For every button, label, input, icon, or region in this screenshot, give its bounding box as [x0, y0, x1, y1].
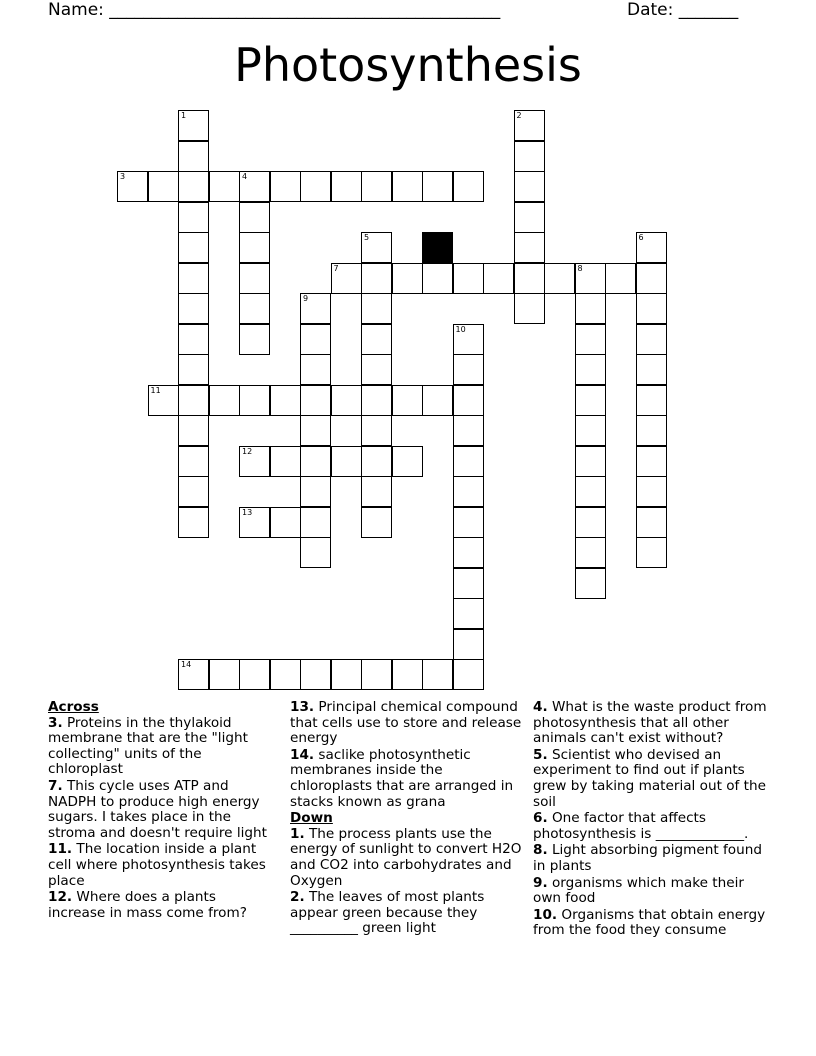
grid-cell[interactable]: [117, 171, 148, 202]
grid-cell[interactable]: [300, 324, 331, 355]
grid-cell[interactable]: [361, 446, 392, 477]
grid-cell[interactable]: [331, 263, 362, 294]
clue-number: 5: [364, 233, 370, 242]
grid-cell[interactable]: [178, 385, 209, 416]
grid-cell[interactable]: [178, 293, 209, 324]
grid-cell[interactable]: [270, 385, 301, 416]
grid-cell[interactable]: [605, 263, 636, 294]
grid-cell[interactable]: [239, 507, 270, 538]
down-clue-6: 6. One factor that affects photosynthesis is _____________.: [533, 810, 749, 842]
grid-cell[interactable]: [178, 659, 209, 690]
grid-cell[interactable]: [453, 476, 484, 507]
grid-cell[interactable]: [636, 507, 667, 538]
grid-cell[interactable]: [636, 293, 667, 324]
clue-number: 2: [516, 111, 522, 120]
clues-column-2: [290, 700, 522, 938]
grid-cell[interactable]: [178, 202, 209, 233]
across-clue-7: 7. This cycle uses ATP and NADPH to produce high energy sugars. I takes place in the stroma and doesn't require light: [48, 777, 267, 841]
grid-cell[interactable]: [636, 415, 667, 446]
date-field-label: Date: _______: [627, 0, 739, 20]
grid-cell[interactable]: [422, 385, 453, 416]
grid-cell[interactable]: [239, 659, 270, 690]
grid-cell[interactable]: [453, 568, 484, 599]
grid-cell[interactable]: [178, 476, 209, 507]
grid-cell[interactable]: [209, 171, 240, 202]
grid-cell[interactable]: [148, 385, 179, 416]
grid-cell[interactable]: [270, 507, 301, 538]
grid-cell[interactable]: [392, 263, 423, 294]
down-clue-1: 1. The process plants use the energy of sunlight to convert H2O and CO2 into carbohydrates and Oxygen: [290, 825, 522, 889]
grid-cell[interactable]: [300, 293, 331, 324]
grid-cell[interactable]: [178, 446, 209, 477]
grid-cell[interactable]: [331, 385, 362, 416]
down-clue-4: 4. What is the waste product from photosynthesis that all other animals can't exist without?: [533, 699, 767, 747]
grid-cell[interactable]: [270, 446, 301, 477]
grid-cell[interactable]: [575, 385, 606, 416]
grid-cell[interactable]: [300, 354, 331, 385]
grid-cell[interactable]: [575, 293, 606, 324]
across-clue-11: 11. The location inside a plant cell where photosynthesis takes place: [48, 841, 266, 889]
down-clue-2: 2. The leaves of most plants appear green because they __________ green light: [290, 889, 485, 937]
grid-cell[interactable]: [361, 659, 392, 690]
grid-cell[interactable]: [361, 232, 392, 263]
grid-cell[interactable]: [422, 263, 453, 294]
across-clue-13: 13. Principal chemical compound that cells use to store and release energy: [290, 699, 522, 747]
grid-cell[interactable]: [300, 415, 331, 446]
grid-cell[interactable]: [361, 507, 392, 538]
grid-cell[interactable]: [453, 324, 484, 355]
clues-column-3: [533, 700, 773, 940]
grid-cell[interactable]: [636, 354, 667, 385]
grid-cell[interactable]: [575, 507, 606, 538]
grid-cell[interactable]: [575, 537, 606, 568]
grid-block: [422, 232, 453, 263]
clue-number: 4: [242, 172, 248, 181]
grid-cell[interactable]: [544, 263, 575, 294]
grid-cell[interactable]: [239, 324, 270, 355]
grid-cell[interactable]: [331, 446, 362, 477]
clue-number: 1: [181, 111, 187, 120]
down-clue-5: 5. Scientist who devised an experiment to find out if plants grew by taking material out of the soil: [533, 746, 766, 810]
grid-cell[interactable]: [453, 263, 484, 294]
grid-cell[interactable]: [361, 263, 392, 294]
grid-cell[interactable]: [300, 659, 331, 690]
grid-cell[interactable]: [575, 476, 606, 507]
grid-cell[interactable]: [636, 385, 667, 416]
grid-cell[interactable]: [209, 385, 240, 416]
grid-cell[interactable]: [331, 171, 362, 202]
grid-cell[interactable]: [300, 537, 331, 568]
grid-cell[interactable]: [453, 385, 484, 416]
grid-cell[interactable]: [209, 659, 240, 690]
down-heading: Down: [290, 810, 333, 827]
grid-cell[interactable]: [178, 263, 209, 294]
grid-cell[interactable]: [514, 110, 545, 141]
grid-cell[interactable]: [453, 629, 484, 660]
grid-cell[interactable]: [575, 415, 606, 446]
grid-cell[interactable]: [300, 385, 331, 416]
grid-cell[interactable]: [392, 385, 423, 416]
clue-number: 12: [242, 446, 253, 456]
grid-cell[interactable]: [636, 537, 667, 568]
grid-cell[interactable]: [392, 446, 423, 477]
grid-cell[interactable]: [453, 537, 484, 568]
grid-cell[interactable]: [575, 446, 606, 477]
clue-number: 8: [577, 263, 583, 273]
down-clue-8: 8. Light absorbing pigment found in plants: [533, 842, 762, 874]
grid-cell[interactable]: [178, 171, 209, 202]
grid-cell[interactable]: [483, 263, 514, 294]
clue-number: 3: [120, 172, 126, 181]
grid-cell[interactable]: [300, 446, 331, 477]
grid-cell[interactable]: [636, 446, 667, 477]
grid-cell[interactable]: [453, 598, 484, 629]
grid-cell[interactable]: [361, 171, 392, 202]
grid-cell[interactable]: [575, 354, 606, 385]
grid-cell[interactable]: [300, 507, 331, 538]
clue-number: 6: [638, 233, 644, 242]
grid-cell[interactable]: [636, 476, 667, 507]
clue-number: 9: [303, 294, 309, 303]
grid-cell[interactable]: [636, 232, 667, 263]
grid-cell[interactable]: [392, 659, 423, 690]
clue-number: 14: [181, 660, 192, 669]
grid-cell[interactable]: [514, 141, 545, 172]
grid-cell[interactable]: [575, 324, 606, 355]
clue-number: 13: [242, 507, 253, 517]
grid-cell[interactable]: [636, 324, 667, 355]
clue-number: 11: [150, 385, 161, 395]
grid-cell[interactable]: [514, 232, 545, 263]
grid-cell[interactable]: [453, 659, 484, 690]
grid-cell[interactable]: [300, 171, 331, 202]
grid-cell[interactable]: [575, 568, 606, 599]
grid-cell[interactable]: [178, 415, 209, 446]
grid-cell[interactable]: [178, 232, 209, 263]
grid-cell[interactable]: [361, 415, 392, 446]
grid-cell[interactable]: [422, 659, 453, 690]
grid-cell[interactable]: [148, 171, 179, 202]
grid-cell[interactable]: [300, 476, 331, 507]
grid-cell[interactable]: [514, 202, 545, 233]
grid-cell[interactable]: [239, 385, 270, 416]
grid-cell[interactable]: [453, 171, 484, 202]
clue-number: 7: [333, 263, 339, 273]
grid-cell[interactable]: [270, 171, 301, 202]
grid-cell[interactable]: [239, 263, 270, 294]
grid-cell[interactable]: [361, 354, 392, 385]
grid-cell[interactable]: [361, 476, 392, 507]
grid-cell[interactable]: [453, 354, 484, 385]
clues-column-1: [48, 700, 276, 922]
page-title: Photosynthesis: [234, 38, 582, 92]
grid-cell[interactable]: [361, 385, 392, 416]
grid-cell[interactable]: [514, 171, 545, 202]
across-clue-12: 12. Where does a plants increase in mass come from?: [48, 889, 247, 921]
grid-cell[interactable]: [392, 171, 423, 202]
grid-cell[interactable]: [453, 507, 484, 538]
grid-cell[interactable]: [361, 324, 392, 355]
grid-cell[interactable]: [239, 293, 270, 324]
grid-cell[interactable]: [178, 507, 209, 538]
grid-cell[interactable]: [331, 659, 362, 690]
grid-cell[interactable]: [514, 263, 545, 294]
clue-number: 10: [455, 324, 466, 334]
grid-cell[interactable]: [453, 415, 484, 446]
across-clue-14: 14. saclike photosynthetic membranes inside the chloroplasts that are arranged in stacks known as grana: [290, 746, 514, 810]
grid-cell[interactable]: [239, 171, 270, 202]
grid-cell[interactable]: [178, 141, 209, 172]
grid-cell[interactable]: [514, 293, 545, 324]
grid-cell[interactable]: [636, 263, 667, 294]
grid-cell[interactable]: [270, 659, 301, 690]
across-heading: Across: [48, 699, 99, 715]
down-clue-9: 9. organisms which make their own food: [533, 874, 744, 907]
name-field-label: Name: ______________________________________________: [48, 0, 501, 20]
grid-cell[interactable]: [178, 324, 209, 355]
grid-cell[interactable]: [178, 110, 209, 141]
grid-cell[interactable]: [239, 446, 270, 477]
down-clue-10: 10. Organisms that obtain energy from the food they consume: [533, 906, 766, 939]
grid-cell[interactable]: [239, 232, 270, 263]
grid-cell[interactable]: [239, 202, 270, 233]
grid-cell[interactable]: [453, 446, 484, 477]
grid-cell[interactable]: [178, 354, 209, 385]
grid-cell[interactable]: [361, 293, 392, 324]
across-clue-3: 3. Proteins in the thylakoid membrane that are the "light collecting" units of the chloroplast: [48, 714, 248, 778]
grid-cell[interactable]: [422, 171, 453, 202]
grid-cell[interactable]: [575, 263, 606, 294]
